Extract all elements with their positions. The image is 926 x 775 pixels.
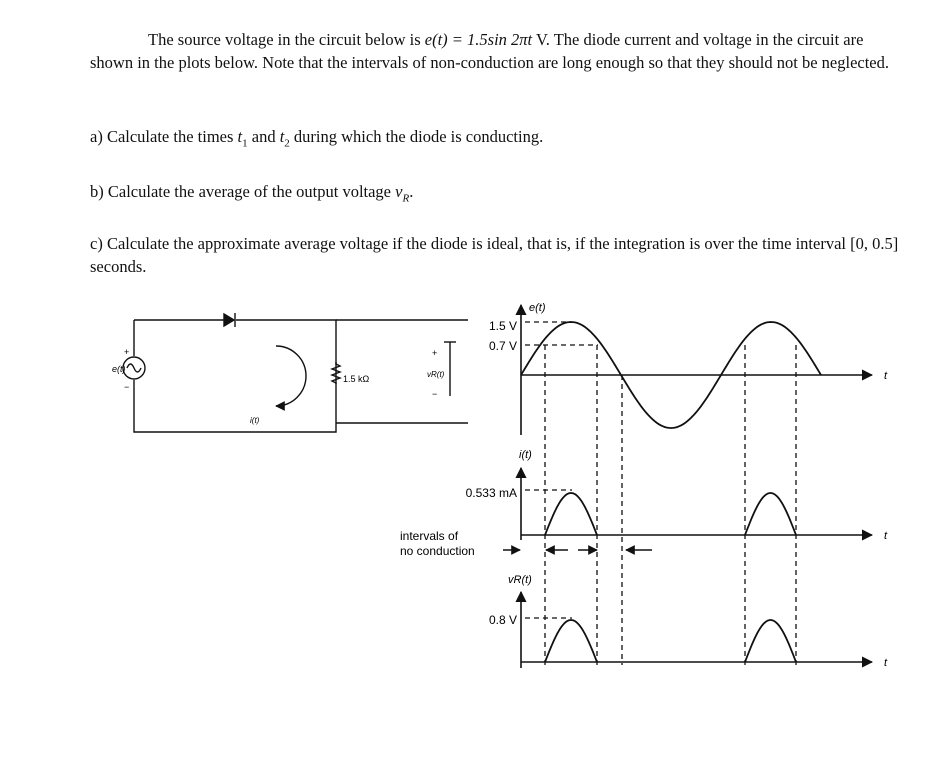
v-axis-label: vR(t) <box>508 574 532 586</box>
source-equation: e(t) = 1.5sin 2πt <box>424 30 533 49</box>
circuit-diagram <box>123 313 468 432</box>
voltage-pulse-1 <box>545 620 597 662</box>
i-axis-label: i(t) <box>519 449 532 461</box>
question-b-text: b) Calculate the average of the output voltage <box>90 182 396 201</box>
question-a-text-end: during which the diode is conducting. <box>289 127 544 146</box>
v-time-label: t <box>884 657 888 669</box>
output-voltage-label: vR(t) <box>427 370 445 379</box>
question-c: c) Calculate the approximate average voltage if the diode is ideal, that is, if the integration is over the time interval [0, 0.5] seconds. <box>90 234 899 276</box>
t1-subscript: 1 <box>242 137 248 150</box>
v-tick: 0.8 V <box>488 613 517 627</box>
current-pulse-2 <box>745 493 796 535</box>
nonconduction-label-line2: no conduction <box>400 544 475 558</box>
source-minus: − <box>124 382 130 392</box>
e-tick-low: 0.7 V <box>488 339 517 353</box>
question-b-period: . <box>409 182 414 201</box>
nonconduction-label-line1: intervals of <box>400 529 459 543</box>
intro-text-continued: . The diode current and voltage in the circuit are shown in the plots below. Note that the intervals of non-conduction are long enough so that they should not be neglected. <box>90 30 890 72</box>
voltage-pulse-2 <box>745 620 796 662</box>
t1-symbol: t <box>237 127 243 146</box>
intro-text: The source voltage in the circuit below is <box>148 30 425 49</box>
current-label: i(t) <box>250 416 260 425</box>
question-a-text: a) Calculate the times <box>90 127 238 146</box>
question-a-and: and <box>247 127 280 146</box>
output-plus: + <box>432 348 438 358</box>
diode-symbol <box>224 313 235 327</box>
vr-symbol: v <box>395 182 403 201</box>
vr-subscript: R <box>402 192 410 205</box>
source-label: e(t) <box>112 364 126 374</box>
current-pulse-1 <box>545 493 597 535</box>
source-voltage-plot <box>521 305 872 435</box>
i-time-label: t <box>884 530 888 542</box>
current-direction-arrow <box>276 346 306 406</box>
t2-symbol: t <box>279 127 285 146</box>
t2-subscript: 2 <box>284 137 290 150</box>
dashed-guides <box>525 322 796 665</box>
i-tick: 0.533 mA <box>465 486 517 500</box>
source-plus: + <box>124 347 130 357</box>
resistor-label: 1.5 kΩ <box>343 374 370 384</box>
output-voltage-plot <box>521 592 872 668</box>
diode-current-plot <box>521 468 872 540</box>
output-minus: − <box>432 389 438 399</box>
e-tick-high: 1.5 V <box>488 319 517 333</box>
e-axis-label: e(t) <box>529 302 546 314</box>
ac-source-icon <box>123 357 145 379</box>
e-time-label: t <box>884 370 888 382</box>
source-unit: V <box>532 30 546 49</box>
